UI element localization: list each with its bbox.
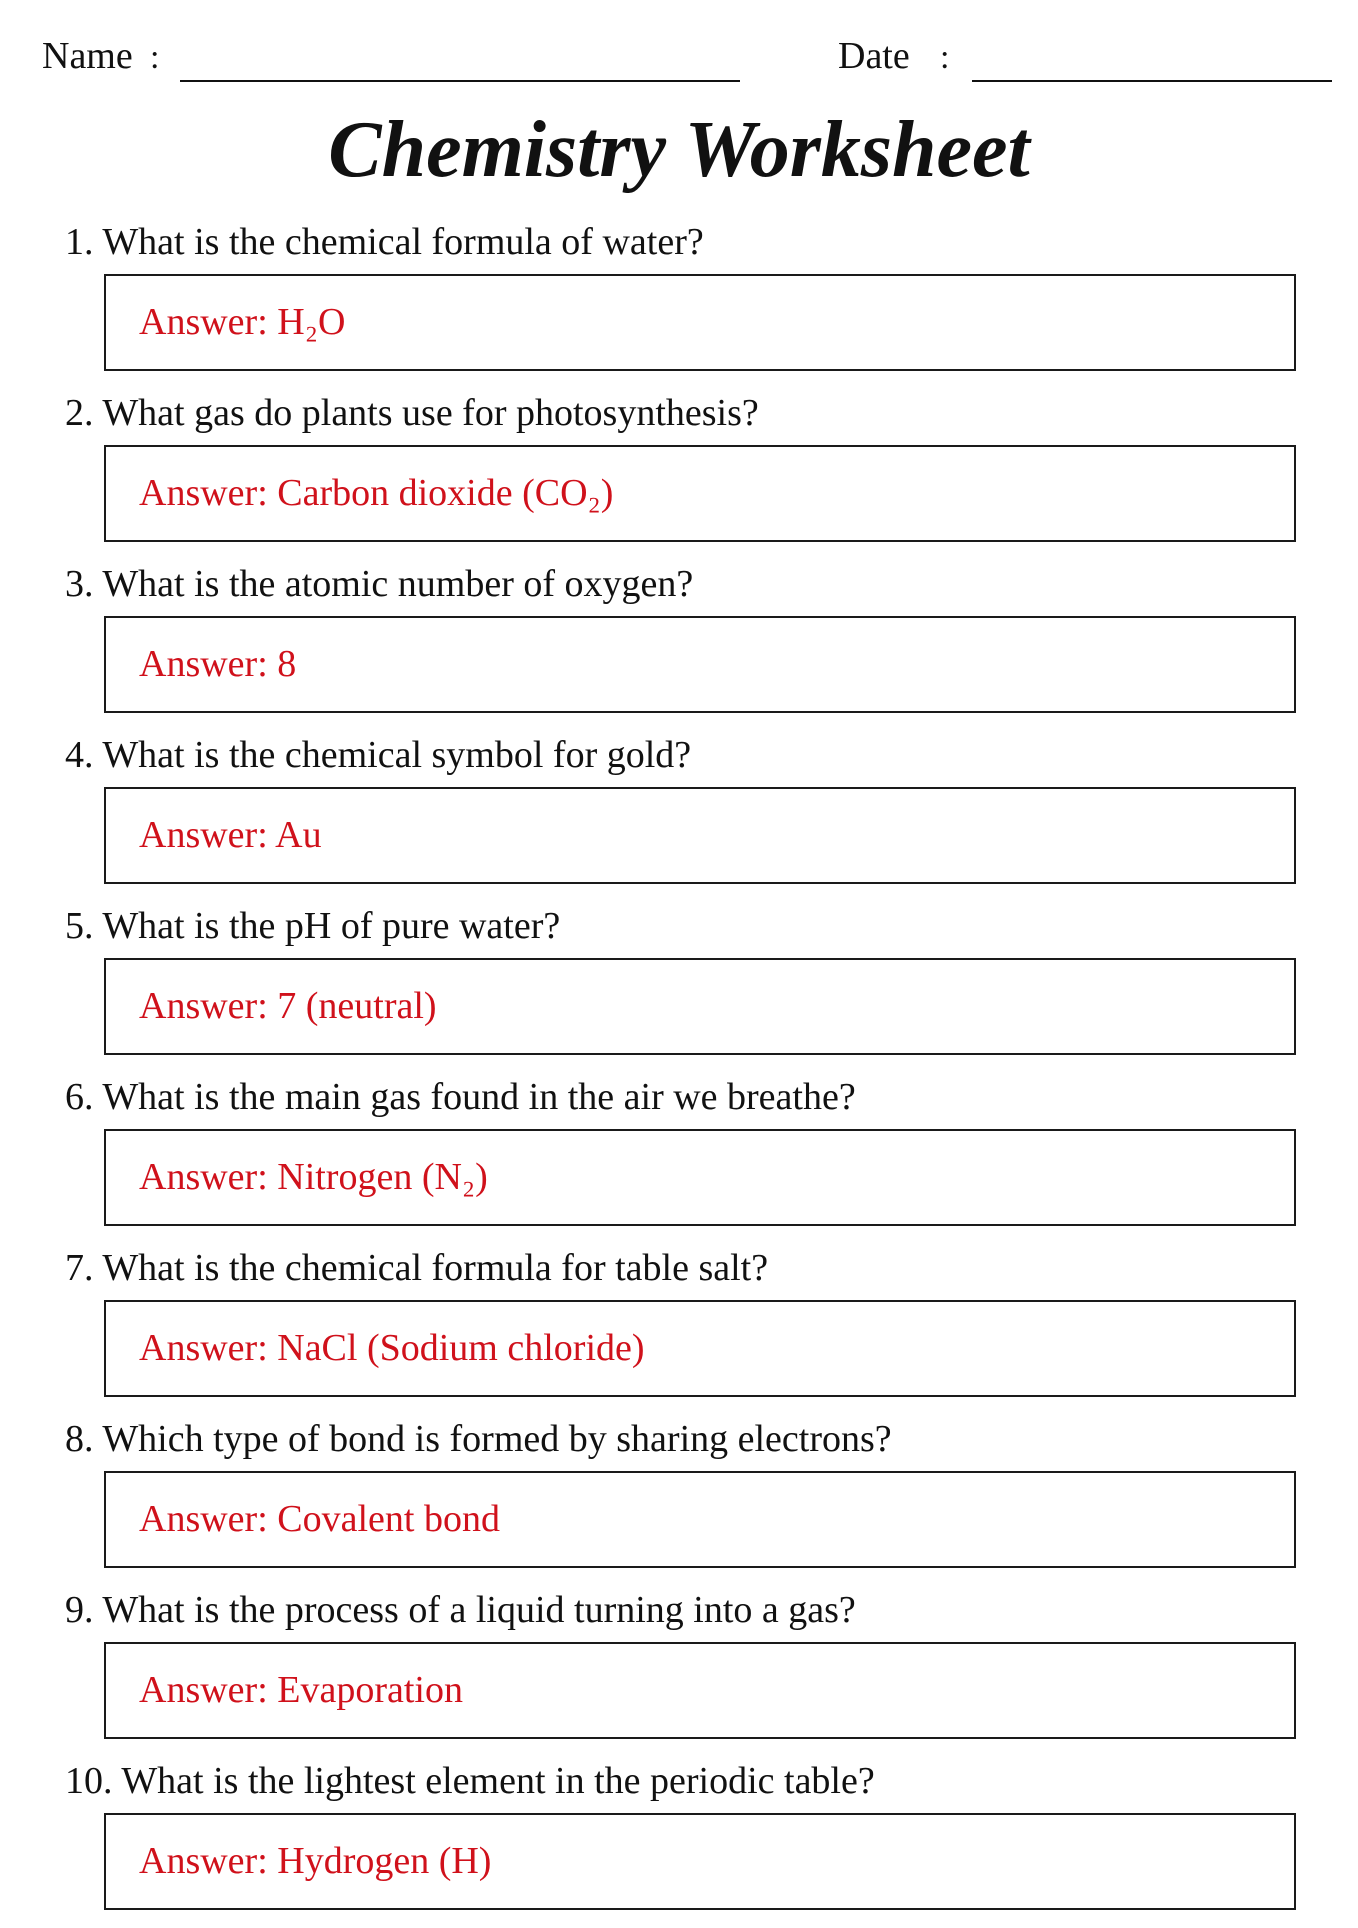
question-list [0,218,1358,1928]
answer-box[interactable] [104,274,1296,371]
answer-text: Answer: H₂O [139,301,346,343]
question-item [0,1757,1358,1928]
answer-text: Answer: Covalent bond [139,1498,500,1540]
question-text: 3. What is the atomic number of oxygen? [65,563,694,605]
answer-box[interactable] [104,1642,1296,1739]
question-text: 4. What is the chemical symbol for gold? [65,734,692,776]
page-title: Chemistry Worksheet [328,106,1030,194]
answer-text: Answer: NaCl (Sodium chloride) [139,1327,645,1369]
date-label: Date [838,35,910,77]
answer-box[interactable] [104,958,1296,1055]
date-field-line[interactable] [972,80,1332,82]
name-colon: : [150,39,160,76]
question-text: 10. What is the lightest element in the periodic table? [65,1760,875,1802]
answer-text: Answer: 8 [139,643,297,685]
question-text: 1. What is the chemical formula of water? [65,221,704,263]
answer-box[interactable] [104,445,1296,542]
question-item [0,1415,1358,1586]
question-text: 7. What is the chemical formula for table salt? [65,1247,769,1289]
question-text: 2. What gas do plants use for photosynthesis? [65,392,759,434]
question-text: 8. Which type of bond is formed by sharing electrons? [65,1418,892,1460]
header-row [42,30,1332,90]
question-text: 9. What is the process of a liquid turning into a gas? [65,1589,856,1631]
question-item [0,560,1358,731]
answer-text: Answer: Nitrogen (N₂) [139,1156,488,1198]
answer-box[interactable] [104,1813,1296,1910]
answer-box[interactable] [104,1300,1296,1397]
question-text: 6. What is the main gas found in the air we breathe? [65,1076,856,1118]
answer-text: Answer: Carbon dioxide (CO₂) [139,472,614,514]
question-text: 5. What is the pH of pure water? [65,905,561,947]
question-item [0,389,1358,560]
date-colon: : [940,39,950,76]
answer-box[interactable] [104,616,1296,713]
name-field-line[interactable] [180,80,740,82]
answer-box[interactable] [104,1129,1296,1226]
question-item [0,1073,1358,1244]
question-item [0,902,1358,1073]
answer-box[interactable] [104,787,1296,884]
question-item [0,218,1358,389]
answer-text: Answer: 7 (neutral) [139,985,437,1027]
question-item [0,1244,1358,1415]
answer-text: Answer: Au [139,814,322,856]
answer-box[interactable] [104,1471,1296,1568]
name-label: Name [42,35,133,77]
answer-text: Answer: Evaporation [139,1669,463,1711]
question-item [0,1586,1358,1757]
answer-text: Answer: Hydrogen (H) [139,1840,492,1882]
question-item [0,731,1358,902]
